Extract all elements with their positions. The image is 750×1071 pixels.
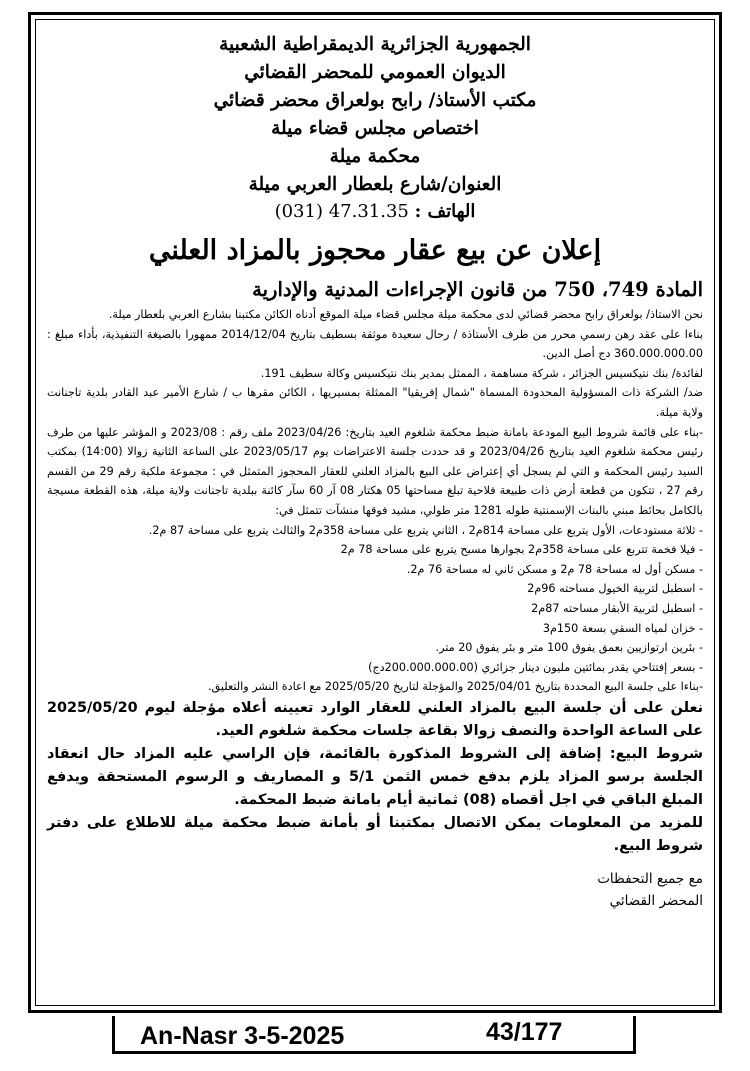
paragraph-announcement: نعلن على أن جلسة البيع بالمزاد العلني للعقار الوارد تعيينه أعلاه مؤجلة ليوم 2025/05/20 على الساعة الواحدة والنصف زوالا بقاعة جلسات محكمة شلغوم العيد.: [47, 699, 703, 739]
header-court: محكمة ميلة: [329, 146, 421, 167]
paragraph-more-info: للمزيد من المعلومات يمكن الاتصال بمكتبنا أو بأمانة ضبط محكمة ميلة للاطلاع على دفتر شروط البيع.: [47, 814, 703, 854]
header-address: العنوان/شارع بلعطار العربي ميلة: [248, 174, 502, 195]
phone-label: الهاتف :: [414, 201, 476, 222]
paragraph-sale-conditions: شروط البيع: إضافة إلى الشروط المذكورة بالقائمة، فإن الراسي عليه المزاد حال انعقاد الجلسة برسو المزاد يلزم بدفع خمس الثمن 5/1 و المصاريف و الرسوم المستحقة ويدفع المبلغ الباقي في اجل أقصاه (08) ثمانية أيام بامانة ضبط المحكمة.: [47, 745, 703, 808]
list-item: - بسعر إفتتاحي يقدر بمائتين مليون دينار جزائري (200.000.000.00دج): [368, 660, 703, 674]
closing-bailiff: المحضر القضائي: [609, 892, 703, 909]
list-item: -بناءا على جلسة البيع المحددة بتاريخ 2025/04/01 والمؤجلة لتاريخ 2025/05/20 مع اعادة النشر والتعليق.: [207, 680, 703, 694]
list-item: - خزان لمياه السقي بسعة 150م3: [542, 621, 703, 635]
notice-subtitle: المادة 749، 750 من قانون الإجراءات المدنية والإدارية: [252, 278, 703, 301]
list-item: - ثلاثة مستودعات، الأول يتربع على مساحة 814م2 ، الثاني يتربع على مساحة 358م2 والثالث يتربع على مساحة 87 م2.: [148, 523, 703, 537]
list-item: - اسطبل لتربية الخيول مساحته 96م2: [527, 582, 703, 596]
paragraph-mortgage: بناءا على عقد رهن رسمي محرر من طرف الأستاذة / رحال سعيدة موثقة بسطيف بتاريخ 2014/12/04 ممهورا بالصيغة التنفيذية، بأداء مبلغ : 360.000.000.00 دج أصل الدين.: [47, 327, 703, 361]
paragraph-bailiff: نحن الاستاذ/ بولعراق رابح محضر قضائي لدى محكمة ميلة مجلس قضاء ميلة الموقع أدناه الكائن مكتبنا بشارع العربي بلعطار ميلة.: [108, 308, 703, 321]
list-item: - بئرين ارتوازيين بعمق يفوق 100 متر و بئر يفوق 20 متر.: [435, 641, 703, 655]
phone-value: (031) 47.31.35: [274, 201, 409, 222]
paragraph-conditions-list: -بناء على قائمة شروط البيع المودعة بامانة ضبط محكمة شلغوم العيد بتاريخ: 2023/04/26 ملف رقم : 2023/08 و المؤشر عليها من طرف رئيس محكمة شلغوم العيد بتاريخ 2023/04/26 و قد حددت جلسة الاعتراضات يوم 2023/05/17 على الساعة الثانية زوالا (14:00) بمكتب السيد رئيس المحكمة و التي لم يسجل أي إعتراض على البيع بالمزاد العلني للعقار المحجوز المتمثل في : مجموعة ملكية رقم 29 من القسم رقم 27 ، تتكون من قطعة أرض ذات طبيعة فلاحية تبلغ مساحتها 05 هكتار 08 آر 60 سآر كائنة ببلدية تاجنانت ولاية ميلة، هذه القطعة مسيجة بالكامل بحائط مبني بالبنات الإسمنتية طوله 1281 متر طولي، مشيد فوقها منشآت تتمثل في:: [47, 425, 704, 517]
notice-title: إعلان عن بيع عقار محجوز بالمزاد العلني: [148, 235, 602, 266]
closing-reservations: مع جميع التحفظات: [597, 870, 703, 887]
closing-signature: [47, 868, 703, 912]
list-item: - مسكن أول له مساحة 78 م2 و مسكن ثاني له مساحة 76 م2.: [406, 562, 703, 576]
list-item: - فيلا فخمة تتربع على مساحة 358م2 بجوارها مسبح يتربع على مساحة 78 م2: [340, 543, 703, 557]
paragraph-beneficiary: لفائدة/ بنك نتيكسيس الجزائر ، شركة مساهمة ، الممثل بمدير بنك نتيكسيس وكالة سطيف 191.: [260, 366, 703, 380]
header-bailiff: مكتب الأستاذ/ رابح بولعراق محضر قضائي: [213, 90, 537, 111]
header-phone: [47, 199, 703, 225]
footer-reference: 43/177: [486, 1018, 563, 1046]
footer-publication: An-Nasr 3-5-2025: [140, 1022, 345, 1050]
facilities-list: [47, 521, 703, 697]
notice-content: [47, 31, 703, 912]
header-office: الديوان العمومي للمحضر القضائي: [244, 62, 506, 83]
list-item: - اسطبل لتربية الأبقار مساحته 87م2: [531, 601, 703, 615]
notice-frame: [28, 12, 722, 1013]
header-jurisdiction: اختصاص مجلس قضاء ميلة: [271, 118, 479, 139]
header-republic: الجمهورية الجزائرية الديمقراطية الشعبية: [219, 34, 531, 55]
paragraph-against: ضد/ الشركة ذات المسؤولية المحدودة المسماة "شمال إفريقيا" الممثلة بمسيريها ، الكائن مقرها ب / شارع الأمير عبد القادر بلدية تاجنانت ولاية ميلة.: [47, 386, 703, 419]
